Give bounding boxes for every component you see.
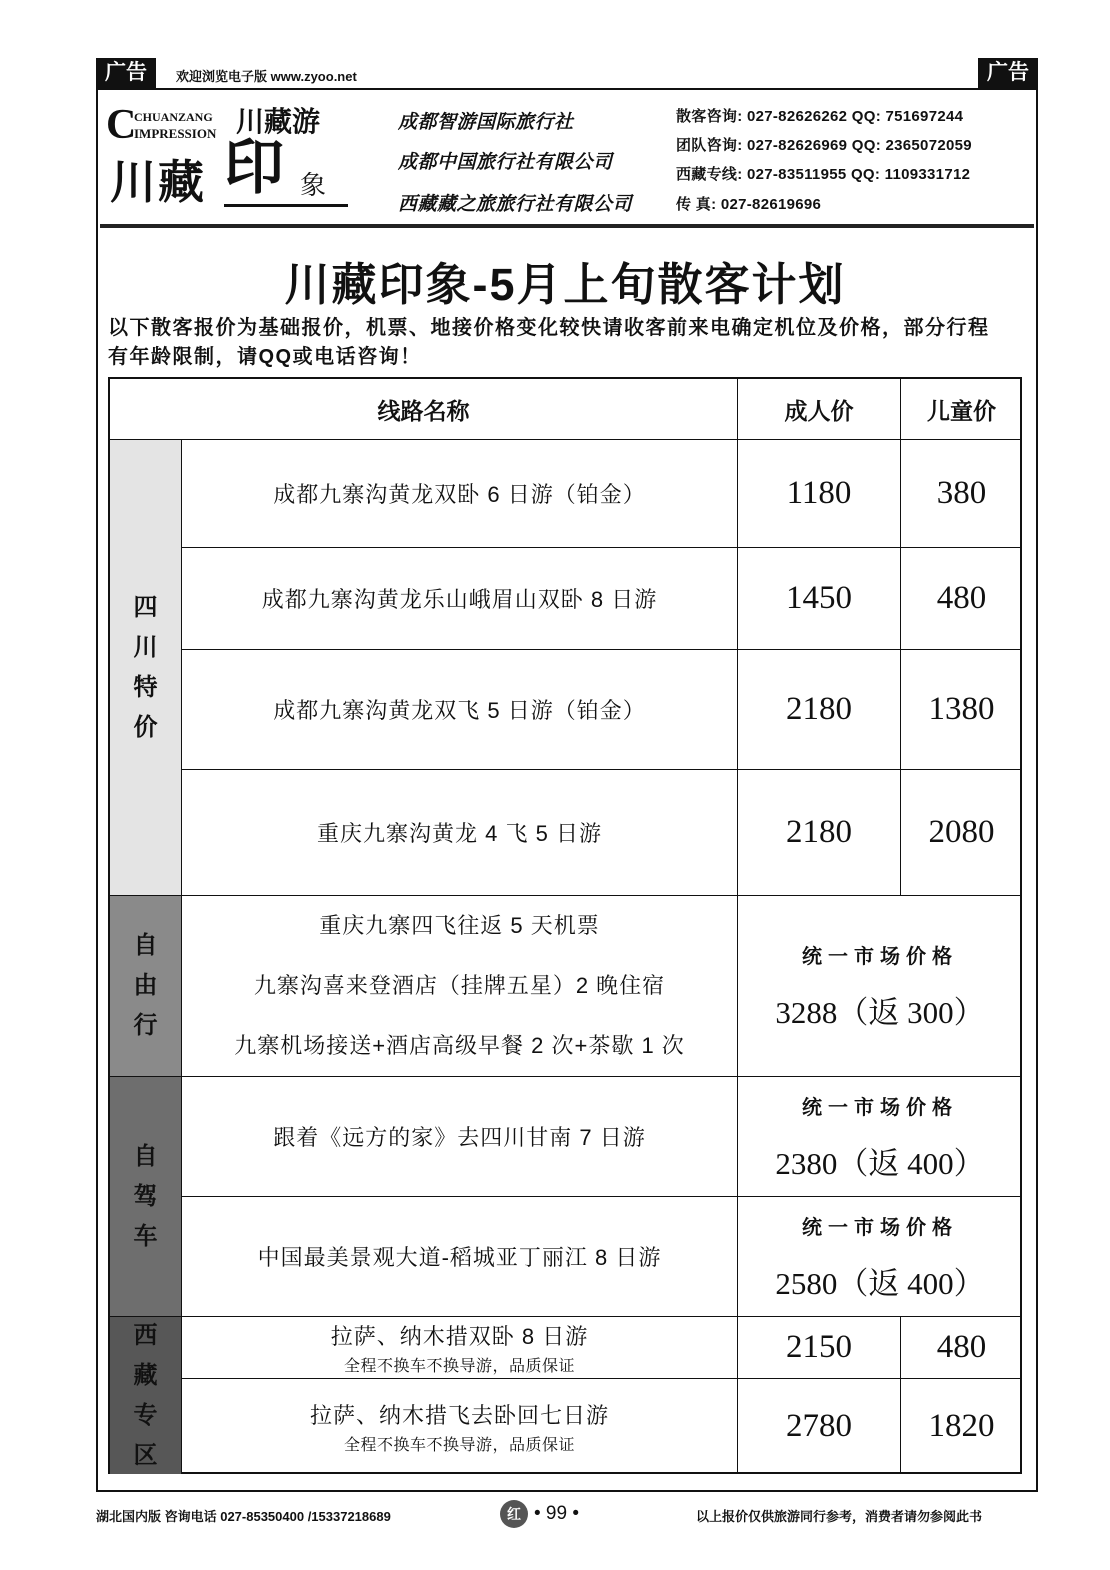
page-title: 川藏印象-5月上旬散客计划 bbox=[284, 259, 846, 310]
contact-line-2: 团队咨询: 027-82626969 QQ: 2365072059 bbox=[676, 137, 972, 154]
adult-price: 2180 bbox=[738, 650, 901, 770]
market-price-cell bbox=[738, 1077, 1022, 1197]
route-title: 拉萨、纳木措飞去卧回七日游 bbox=[309, 1402, 609, 1428]
adult-price: 2180 bbox=[738, 770, 901, 896]
route-name: 中国最美景观大道-稻城亚丁丽江 8 日游 bbox=[182, 1197, 738, 1317]
child-price: 480 bbox=[901, 1317, 1022, 1379]
adult-price: 1450 bbox=[738, 548, 901, 650]
agency-2: 成都中国旅行社有限公司 bbox=[398, 152, 613, 173]
market-price: 3288（返 300） bbox=[775, 995, 985, 1030]
market-price-label: 统一市场价格 bbox=[802, 1096, 958, 1119]
child-price: 1380 bbox=[901, 650, 1022, 770]
group-label-free: 自 由 行 bbox=[110, 896, 182, 1077]
contact-line-1: 散客咨询: 027-82626262 QQ: 751697244 bbox=[676, 108, 964, 125]
group-label-sichuan: 四 川 特 价 bbox=[110, 440, 182, 896]
footer-left: 湖北国内版 咨询电话 027-85350400 /15337218689 bbox=[96, 1509, 391, 1524]
route-name bbox=[182, 1317, 738, 1379]
child-price: 1820 bbox=[928, 1408, 995, 1444]
market-price-cell bbox=[738, 896, 1022, 1077]
market-price: 2580（返 400） bbox=[775, 1265, 985, 1301]
market-price: 2380（返 400） bbox=[775, 1145, 985, 1181]
logo-yin: 印 bbox=[224, 134, 284, 201]
route-name bbox=[182, 896, 738, 1077]
logo-en-line1: CHUANZANG bbox=[134, 110, 213, 124]
header-route: 线路名称 bbox=[110, 379, 738, 440]
adult-price: 2150 bbox=[738, 1317, 901, 1379]
contact-line-4: 传 真: 027-82619696 bbox=[676, 196, 822, 213]
adult-price: 1180 bbox=[738, 440, 901, 548]
ad-tab-right: 广告 bbox=[978, 58, 1038, 88]
route-note: 全程不换车不换导游，品质保证 bbox=[343, 1357, 575, 1375]
market-price-cell bbox=[738, 1197, 1022, 1317]
page-number: • 99 • bbox=[534, 1503, 579, 1524]
child-price: 2080 bbox=[901, 770, 1022, 896]
footer-right: 以上报价仅供旅游同行参考，消费者请勿参阅此书 bbox=[696, 1509, 983, 1524]
adult-price: 2780 bbox=[738, 1379, 901, 1474]
header-child-price: 儿童价 bbox=[901, 379, 1022, 440]
group-label-tibet: 西 藏 专 区 bbox=[110, 1317, 182, 1474]
route-name bbox=[182, 1379, 738, 1474]
route-name: 成都九寨沟黄龙乐山峨眉山双卧 8 日游 bbox=[182, 548, 738, 650]
route-name: 成都九寨沟黄龙双飞 5 日游（铂金） bbox=[182, 650, 738, 770]
pricing-table bbox=[108, 377, 1022, 1474]
route-name: 成都九寨沟黄龙双卧 6 日游（铂金） bbox=[182, 440, 738, 548]
market-price-label: 统一市场价格 bbox=[802, 946, 958, 968]
header-divider bbox=[100, 224, 1034, 228]
agency-1: 成都智游国际旅行社 bbox=[398, 112, 574, 133]
brand-logo: C CHUANZANG IMPRESSION 川藏游 川藏 印 象 bbox=[104, 96, 354, 214]
child-price: 380 bbox=[901, 440, 1022, 548]
logo-cn-small: 川藏游 bbox=[236, 106, 321, 137]
edition-badge: 红 bbox=[500, 1500, 528, 1528]
market-price-label: 统一市场价格 bbox=[802, 1216, 958, 1239]
pricing-notice: 以下散客报价为基础报价，机票、地接价格变化较快请收客前来电确定机位及价格，部分行程有年龄限制，请QQ或电话咨询！ bbox=[108, 317, 990, 368]
logo-cn-big: 川藏 bbox=[110, 156, 206, 208]
group-label-drive: 自 驾 车 bbox=[110, 1077, 182, 1317]
package-line: 九寨沟喜来登酒店（挂牌五星）2 晚住宿 bbox=[253, 973, 666, 998]
child-price: 480 bbox=[901, 548, 1022, 650]
route-title: 拉萨、纳木措双卧 8 日游 bbox=[330, 1323, 589, 1349]
contact-line-3: 西藏专线: 027-83511955 QQ: 1109331712 bbox=[676, 166, 971, 183]
route-name: 跟着《远方的家》去四川甘南 7 日游 bbox=[182, 1077, 738, 1197]
logo-xiang: 象 bbox=[300, 170, 327, 200]
site-url-text: 欢迎浏览电子版 www.zyoo.net bbox=[176, 69, 357, 84]
package-line: 重庆九寨四飞往返 5 天机票 bbox=[319, 913, 600, 938]
header-adult-price: 成人价 bbox=[738, 379, 901, 440]
package-line: 九寨机场接送+酒店高级早餐 2 次+茶歇 1 次 bbox=[234, 1033, 685, 1058]
agency-3: 西藏藏之旅旅行社有限公司 bbox=[398, 194, 633, 215]
logo-en-line2: IMPRESSION bbox=[134, 126, 217, 141]
route-name: 重庆九寨沟黄龙 4 飞 5 日游 bbox=[182, 770, 738, 896]
route-note: 全程不换车不换导游，品质保证 bbox=[343, 1436, 575, 1454]
ad-tab-left: 广告 bbox=[96, 58, 156, 88]
